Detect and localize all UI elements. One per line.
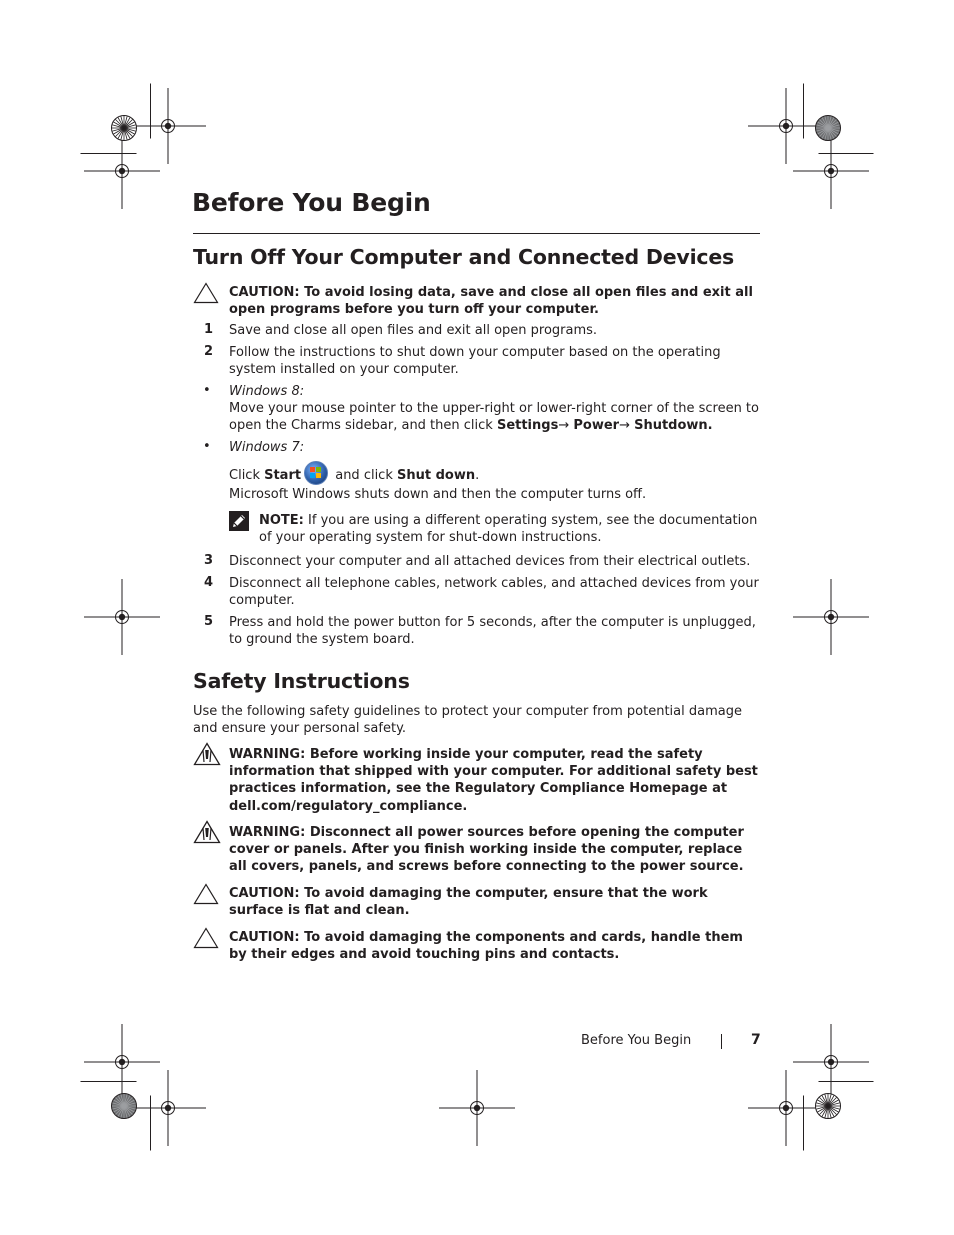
footer-separator [721, 1034, 722, 1049]
registration-star-mark [814, 114, 842, 142]
step-number: 2 [204, 344, 214, 359]
step-text: Press and hold the power button for 5 seconds, after the computer is unplugged, to ground the system board. [229, 615, 756, 648]
chapter-divider [193, 233, 760, 234]
instruction-text: Click [229, 468, 265, 483]
settings-label: Settings [496, 418, 559, 434]
windows-start-icon [304, 461, 328, 485]
crosshair-mark [791, 577, 871, 657]
instruction-text: Move your mouse pointer to the upper-right or lower-right corner of the screen to open the Charms sidebar, and then click [229, 401, 759, 434]
shut-down-label: Shut down [397, 468, 476, 483]
punctuation: . [475, 468, 480, 483]
instruction-text: and click [331, 468, 397, 483]
caution-text: CAUTION: To avoid losing data, save and close all open files and exit all open programs before you turn off your computer. [229, 285, 753, 318]
start-label: Start [264, 468, 302, 483]
step-number: 3 [204, 553, 214, 568]
safety-intro: Use the following safety guidelines to protect your computer from potential damage and ensure your personal safety. [193, 704, 742, 737]
crosshair-mark [128, 1068, 208, 1148]
warning-icon [193, 820, 221, 848]
step-number: 1 [204, 322, 214, 337]
warning-icon [193, 742, 221, 770]
power-label: Power [573, 418, 620, 434]
step-text: Disconnect all telephone cables, network cables, and attached devices from your computer. [229, 576, 759, 609]
crosshair-mark [791, 131, 871, 211]
page-number: 7 [751, 1032, 761, 1048]
crosshair-mark [437, 1068, 517, 1148]
section-title-safety: Safety Instructions [193, 669, 410, 693]
footer-chapter-label: Before You Begin [581, 1033, 692, 1048]
note-text [259, 512, 759, 546]
caution-text: CAUTION: To avoid damaging the computer, ensure that the work surface is flat and clean. [229, 886, 708, 919]
chapter-title: Before You Begin [192, 188, 431, 217]
trim-line [80, 1081, 138, 1084]
trim-line [80, 153, 138, 156]
step-text: Follow the instructions to shut down your computer based on the operating system installed on your computer. [229, 345, 721, 378]
warning-text: WARNING: Before working inside your computer, read the safety information that shipped with your computer. For additional safety best practices information, see the Regulatory Compliance Homepage at dell.com/regulatory_compliance. [229, 747, 758, 814]
step-text: Save and close all open files and exit all open programs. [229, 323, 598, 338]
caution-icon [193, 282, 219, 308]
os-label-windows-8: Windows 8: [229, 384, 305, 399]
shutdown-label: Shutdown. [634, 418, 713, 434]
note-body: If you are using a different operating system, see the documentation of your operating system for shut-down instructions. [259, 513, 758, 546]
step-text: Disconnect your computer and all attached devices from their electrical outlets. [229, 554, 751, 569]
bullet: • [203, 383, 211, 398]
section-title-turn-off: Turn Off Your Computer and Connected Devices [193, 245, 735, 269]
caution-icon [193, 927, 219, 953]
registration-star-mark [814, 1092, 842, 1120]
os-label-windows-7: Windows 7: [229, 440, 305, 455]
windows-8-instructions [229, 400, 764, 434]
windows-7-result: Microsoft Windows shuts down and then the computer turns off. [229, 487, 647, 502]
step-number: 4 [204, 575, 214, 590]
trim-line [818, 1081, 875, 1084]
crosshair-mark [82, 131, 162, 211]
caution-text: CAUTION: To avoid damaging the components and cards, handle them by their edges and avoid touching pins and contacts. [229, 930, 743, 963]
arrow-glyph: → [558, 418, 574, 434]
trim-line [803, 83, 806, 140]
step-number: 5 [204, 614, 214, 629]
registration-star-mark [110, 1092, 138, 1120]
registration-star-mark [110, 114, 138, 142]
caution-icon [193, 883, 219, 909]
trim-line [150, 1095, 153, 1152]
bullet: • [203, 439, 211, 454]
arrow-glyph: → [619, 418, 635, 434]
note-icon [229, 511, 249, 535]
note-label: NOTE: [259, 513, 304, 528]
trim-line [818, 153, 875, 156]
trim-line [150, 83, 153, 140]
crosshair-mark [82, 577, 162, 657]
warning-text: WARNING: Disconnect all power sources before opening the computer cover or panels. After you finish working inside the computer, replace all covers, panels, and screws before connecting to the power source. [229, 825, 744, 875]
windows-7-instructions [229, 461, 764, 485]
trim-line [803, 1095, 806, 1152]
